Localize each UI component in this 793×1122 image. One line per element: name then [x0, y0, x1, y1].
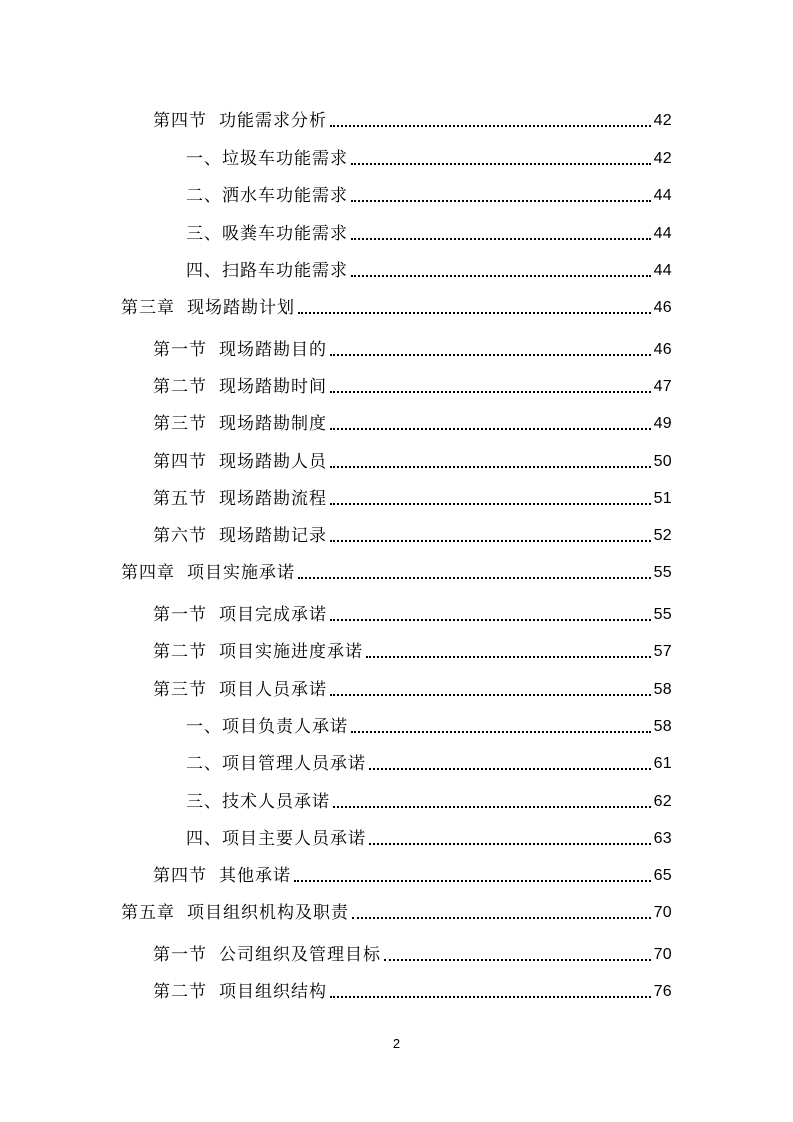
toc-entry-title [153, 981, 327, 1003]
toc-entry-page: 46 [653, 299, 672, 316]
toc-dot-leader [330, 619, 651, 621]
toc-dot-leader [351, 200, 651, 202]
toc-entry-page: 58 [653, 681, 672, 698]
toc-entry[interactable] [121, 558, 672, 584]
toc-dot-leader [330, 503, 651, 505]
toc-entry-number: 第五章 [121, 903, 175, 923]
toc-entry-page: 76 [653, 983, 672, 1000]
toc-entry[interactable] [153, 409, 672, 435]
toc-entry-number: 第二节 [153, 982, 207, 1002]
toc-entry-page: 49 [653, 415, 672, 432]
toc-entry-title [153, 339, 327, 361]
toc-entry-number: 一、 [186, 149, 222, 169]
toc-dot-leader [330, 996, 651, 998]
toc-entry-text: 扫路车功能需求 [222, 261, 348, 281]
toc-entry-number: 第四节 [153, 866, 207, 886]
toc-entry-title [186, 753, 366, 775]
toc-dot-leader [330, 694, 651, 696]
toc-entry-text: 现场踏勘计划 [187, 298, 295, 318]
toc-entry[interactable] [186, 219, 672, 245]
toc-entry[interactable] [186, 749, 672, 775]
toc-entry-title [153, 679, 327, 701]
toc-entry-number: 二、 [186, 754, 222, 774]
toc-entry-page: 47 [653, 378, 672, 395]
toc-entry-text: 现场踏勘人员 [219, 452, 327, 472]
toc-entry-text: 技术人员承诺 [222, 792, 330, 812]
toc-entry-page: 58 [653, 718, 672, 735]
toc-entry-page: 42 [653, 150, 672, 167]
toc-entry-text: 项目实施进度承诺 [219, 642, 363, 662]
toc-dot-leader [330, 428, 651, 430]
toc-dot-leader [369, 768, 651, 770]
toc-entry-page: 70 [653, 904, 672, 921]
toc-entry-page: 44 [653, 262, 672, 279]
toc-entry-number: 第四节 [153, 111, 207, 131]
toc-entry-number: 第一节 [153, 605, 207, 625]
toc-entry-number: 第一节 [153, 945, 207, 965]
toc-entry-page: 44 [653, 187, 672, 204]
toc-entry-title [121, 297, 295, 319]
toc-entry-number: 第一节 [153, 340, 207, 360]
toc-entry[interactable] [153, 861, 672, 887]
toc-entry-title [153, 110, 327, 132]
toc-entry[interactable] [186, 787, 672, 813]
toc-entry-number: 第三节 [153, 414, 207, 434]
toc-entry-page: 55 [653, 606, 672, 623]
toc-entry-title [186, 260, 348, 282]
toc-entry-title [121, 902, 349, 924]
toc-entry-page: 50 [653, 453, 672, 470]
toc-entry-title [153, 376, 327, 398]
toc-entry-number: 四、 [186, 261, 222, 281]
toc-entry-text: 项目主要人员承诺 [222, 829, 366, 849]
toc-entry-number: 第二节 [153, 642, 207, 662]
toc-entry[interactable] [186, 256, 672, 282]
toc-entry-text: 项目组织结构 [219, 982, 327, 1002]
toc-entry-text: 洒水车功能需求 [222, 186, 348, 206]
toc-entry[interactable] [186, 712, 672, 738]
toc-entry-page: 70 [653, 946, 672, 963]
toc-entry[interactable] [153, 977, 672, 1003]
toc-entry-title [153, 413, 327, 435]
toc-entry-page: 57 [653, 643, 672, 660]
toc-entry-page: 63 [653, 830, 672, 847]
toc-dot-leader [366, 656, 651, 658]
toc-entry-page: 55 [653, 564, 672, 581]
toc-entry-text: 现场踏勘流程 [219, 489, 327, 509]
toc-entry[interactable] [153, 106, 672, 132]
toc-dot-leader [330, 391, 651, 393]
toc-entry-title [153, 488, 327, 510]
toc-dot-leader [330, 540, 651, 542]
toc-entry-title [121, 562, 295, 584]
toc-entry-text: 现场踏勘记录 [219, 526, 327, 546]
toc-entry-text: 项目实施承诺 [187, 563, 295, 583]
toc-entry-page: 46 [653, 341, 672, 358]
toc-entry[interactable] [153, 675, 672, 701]
toc-dot-leader [330, 125, 651, 127]
toc-entry-number: 三、 [186, 224, 222, 244]
toc-dot-leader [352, 917, 651, 919]
toc-entry-number: 第四节 [153, 452, 207, 472]
toc-dot-leader [330, 354, 651, 356]
toc-entry[interactable] [153, 335, 672, 361]
toc-entry-title [186, 828, 366, 850]
toc-entry-title [153, 525, 327, 547]
toc-entry-number: 第三章 [121, 298, 175, 318]
toc-entry-text: 项目完成承诺 [219, 605, 327, 625]
toc-entry-number: 第五节 [153, 489, 207, 509]
toc-entry[interactable] [153, 372, 672, 398]
toc-entry[interactable] [186, 824, 672, 850]
toc-entry-text: 项目组织机构及职责 [187, 903, 349, 923]
toc-entry-title [186, 223, 348, 245]
toc-entry-title [186, 716, 348, 738]
toc-entry-text: 其他承诺 [219, 866, 291, 886]
toc-entry-number: 第四章 [121, 563, 175, 583]
toc-dot-leader [298, 312, 651, 314]
toc-entry-number: 第三节 [153, 680, 207, 700]
toc-entry[interactable] [153, 940, 672, 966]
toc-dot-leader [330, 466, 651, 468]
toc-entry-text: 公司组织及管理目标 [219, 945, 381, 965]
toc-entry-number: 第二节 [153, 377, 207, 397]
toc-entry-page: 61 [653, 755, 672, 772]
toc-dot-leader [351, 238, 651, 240]
toc-entry-page: 62 [653, 793, 672, 810]
toc-entry-text: 项目人员承诺 [219, 680, 327, 700]
toc-entry[interactable] [153, 484, 672, 510]
toc-dot-leader [294, 880, 651, 882]
toc-dot-leader [298, 577, 651, 579]
toc-entry[interactable] [121, 898, 672, 924]
toc-entry-title [186, 148, 348, 170]
toc-entry[interactable] [153, 600, 672, 626]
toc-entry-text: 吸粪车功能需求 [222, 224, 348, 244]
toc-entry-text: 功能需求分析 [219, 111, 327, 131]
toc-entry-title [186, 791, 330, 813]
toc-entry-text: 现场踏勘目的 [219, 340, 327, 360]
toc-dot-leader [333, 806, 651, 808]
toc-entry-number: 三、 [186, 792, 222, 812]
toc-entry-page: 51 [653, 490, 672, 507]
toc-entry-number: 一、 [186, 717, 222, 737]
toc-dot-leader [351, 163, 651, 165]
toc-entry-page: 42 [653, 112, 672, 129]
toc-entry[interactable] [186, 181, 672, 207]
toc-entry-text: 现场踏勘时间 [219, 377, 327, 397]
toc-entry-text: 项目管理人员承诺 [222, 754, 366, 774]
toc-entry-title [153, 451, 327, 473]
toc-entry-page: 65 [653, 867, 672, 884]
toc-entry-number: 二、 [186, 186, 222, 206]
toc-entry-text: 现场踏勘制度 [219, 414, 327, 434]
toc-entry-page: 52 [653, 527, 672, 544]
toc-entry-title [153, 604, 327, 626]
toc-entry-number: 第六节 [153, 526, 207, 546]
toc-entry-title [186, 185, 348, 207]
toc-entry[interactable] [153, 637, 672, 663]
toc-entry-title [153, 865, 291, 887]
toc-entry-page: 44 [653, 225, 672, 242]
toc-entry-text: 项目负责人承诺 [222, 717, 348, 737]
toc-dot-leader [351, 731, 651, 733]
page-number: 2 [392, 1036, 401, 1051]
toc-entry[interactable] [186, 144, 672, 170]
toc-dot-leader [384, 959, 651, 961]
toc-entry[interactable] [153, 521, 672, 547]
toc-entry[interactable] [121, 293, 672, 319]
toc-entry-number: 四、 [186, 829, 222, 849]
toc-entry-text: 垃圾车功能需求 [222, 149, 348, 169]
toc-entry[interactable] [153, 447, 672, 473]
toc-dot-leader [351, 275, 651, 277]
toc-entry-title [153, 641, 363, 663]
toc-entry-title [153, 944, 381, 966]
toc-dot-leader [369, 843, 651, 845]
